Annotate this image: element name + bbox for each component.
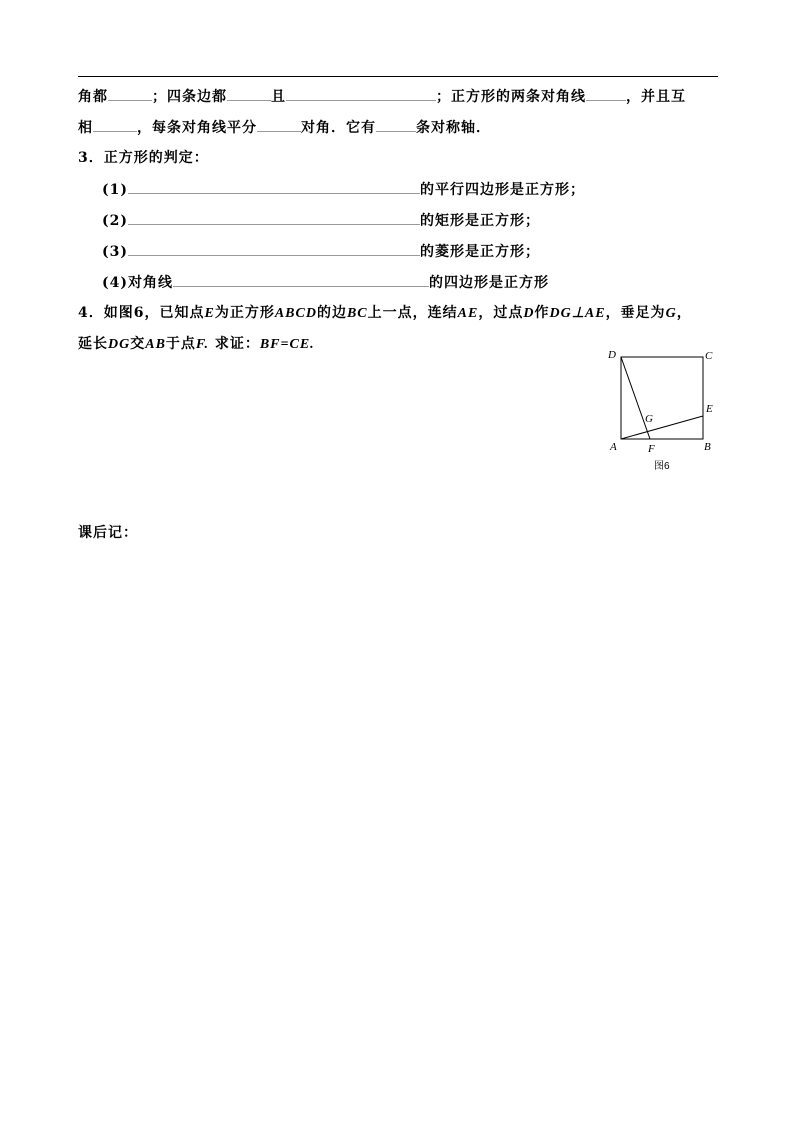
blank-criterion-3[interactable] — [128, 241, 420, 256]
label-a: A — [610, 441, 617, 453]
blank-criterion-2[interactable] — [128, 210, 420, 225]
figure-6-square-diagram — [600, 344, 722, 476]
blank-6[interactable] — [257, 117, 301, 132]
properties-line-2: 相 ，每条对角线平分 对角．它有 条对称轴． — [78, 117, 491, 138]
figure-caption: 图6 — [654, 461, 670, 472]
blank-2[interactable] — [227, 86, 271, 101]
blank-7[interactable] — [376, 117, 416, 132]
criterion-2: (2) 的矩形是正方形； — [102, 210, 540, 231]
blank-criterion-4[interactable] — [173, 272, 429, 287]
header-rule — [78, 76, 718, 77]
question-4-line-2: 延长DG交AB于点F. 求证：BF=CE. — [78, 336, 315, 352]
label-f: F — [648, 443, 655, 455]
segment-df — [621, 357, 650, 439]
after-class-notes-label: 课后记： — [78, 525, 138, 541]
blank-criterion-1[interactable] — [128, 179, 420, 194]
label-c: C — [705, 350, 713, 362]
criterion-1: (1) 的平行四边形是正方形； — [102, 179, 585, 200]
question-4-line-1: 4．如图6，已知点E为正方形ABCD的边BC上一点，连结AE，过点D作DG⊥AE，垂足为G， — [78, 305, 692, 321]
square-abcd — [621, 357, 703, 439]
segment-ae — [621, 416, 703, 439]
question-3-title: 3．正方形的判定： — [78, 150, 209, 166]
blank-1[interactable] — [108, 86, 152, 101]
label-b: B — [704, 441, 711, 453]
blank-3[interactable] — [286, 86, 436, 101]
blank-5[interactable] — [93, 117, 137, 132]
label-d: D — [608, 349, 616, 361]
criterion-3: (3) 的菱形是正方形； — [102, 241, 540, 262]
blank-4[interactable] — [586, 86, 626, 101]
label-g: G — [645, 413, 653, 425]
criterion-4: (4)对角线 的四边形是正方形 — [102, 272, 549, 293]
label-e: E — [706, 403, 713, 415]
properties-line-1: 角都 ；四条边都 且 ；正方形的两条对角线 ，并且互 — [78, 86, 686, 107]
